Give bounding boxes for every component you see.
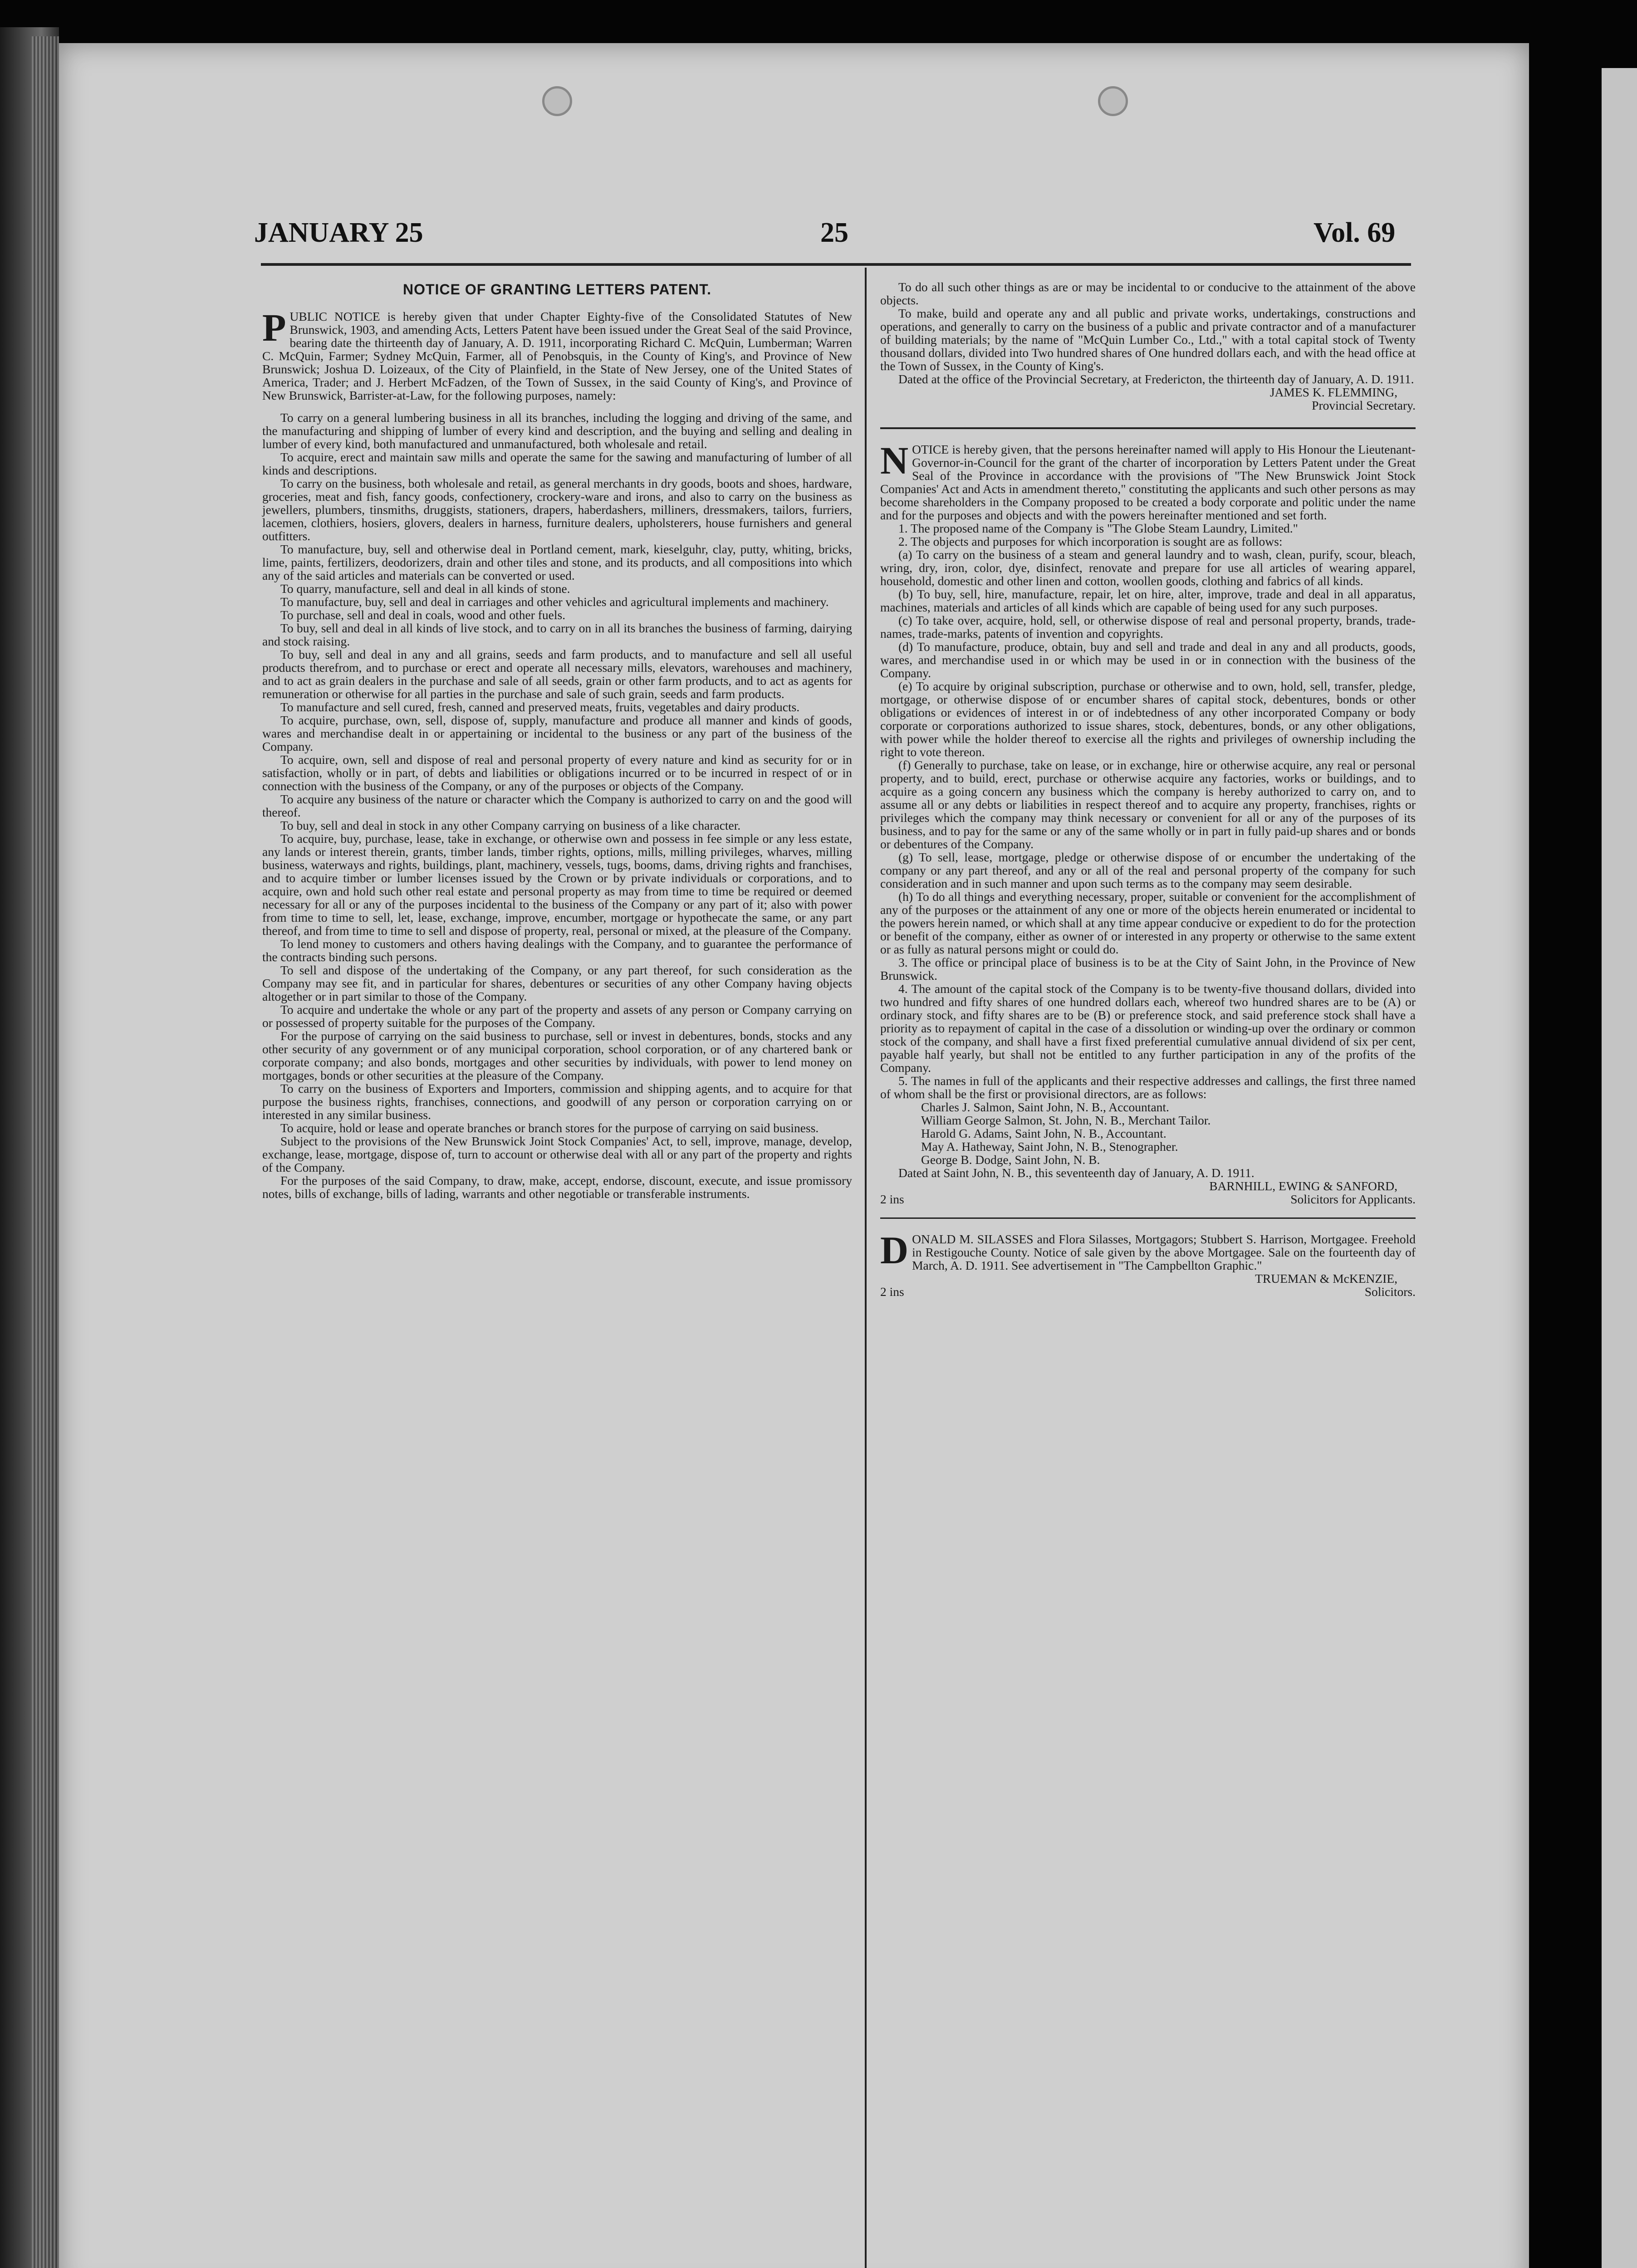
header-date: JANUARY 25: [254, 217, 423, 248]
letters-patent-intro: PUBLIC NOTICE is hereby given that under Chapter Eighty-five of the Consolidated Statutes of New Brunswick, 1903, and amending Acts, Letters Patent have been issued under the Great Seal of the said Province, bearing date the thirteenth day of January, A. D. 1911, incorporating Richard C. McQuin, Lumberman; Warren C. McQuin, Farmer; Sydney McQuin, Farmer, all of Penobsquis, in the County of King's, and Province of New Brunswick; Joshua D. Loizeaux, of the City of Plainfield, in the State of New Jersey, one of the United States of America, Trader; and J. Herbert McFadzen, of the Town of Sussex, in the said County of King's, and Province of New Brunswick, Barrister-at-Law, for the following purposes, namely:: [262, 306, 852, 402]
section-divider: [880, 1217, 1416, 1219]
laundry-signature: BARNHILL, EWING & SANFORD,: [1209, 1179, 1397, 1193]
dropcap-p: P: [262, 306, 286, 349]
purpose-paragraph: To manufacture, buy, sell and otherwise deal in Portland cement, mark, kieselguhr, clay, putty, whiting, bricks, lime, paints, fertilizers, deodorizers, drain and other tiles and stone, and its products, and all compositions into which any of the said articles and materials can be converted or used.: [262, 542, 852, 582]
mortgage-signature-title: Solicitors.: [1364, 1285, 1416, 1299]
purpose-paragraph: To acquire, hold or lease and operate branches or branch stores for the purpose of carrying on said business.: [280, 1121, 819, 1135]
mortgage-signature-row: [880, 1285, 1416, 1298]
laundry-paragraph: (h) To do all things and everything necessary, proper, suitable or convenient for the accomplishment of any of the purposes or the attainment of any one or more of the objects herein enumerated or incidental to the powers herein named, or which shall at any time appear conducive or expedient to do for the protection or benefit of the company, either as owner of or interested in any property or otherwise to the same extent or as fully as natural persons might or could do.: [880, 890, 1416, 956]
director-entry: Charles J. Salmon, Saint John, N. B., Accountant.: [921, 1100, 1169, 1114]
purpose-paragraph: To acquire, buy, purchase, lease, take in exchange, or otherwise own and possess in fee simple or any less estate, any lands or interest therein, grants, timber lands, timber rights, options, mills, milling privileges, wharves, milling business, waterways and rights, buildings, plant, machinery, vessels, tugs, booms, dams, driving rights and franchises, and to acquire timber or lumber licenses issued by the Crown or by private individuals or corporations, and to acquire, own and hold such other real estate and personal property as may from time to time be required or deemed necessary for all or any of the purposes incidental to the business of the Company or any part of it; also with power from time to time to sell, let, lease, exchange, improve, encumber, mortgage or hypothecate the same, or any part thereof, and from time to time to sell and dispose of property, real, personal or mixed, at the pleasure of the Company.: [262, 831, 852, 938]
purpose-paragraph: To manufacture and sell cured, fresh, canned and preserved meats, fruits, vegetables and dairy products.: [280, 700, 800, 714]
purpose-paragraph: To quarry, manufacture, sell and deal in all kinds of stone.: [280, 582, 570, 596]
laundry-paragraph: 5. The names in full of the applicants and their respective addresses and callings, the first three named of whom shall be the first or provisional directors, are as follows:: [880, 1074, 1416, 1101]
purpose-paragraph: To acquire and undertake the whole or any part of the property and assets of any person or Company carrying on or possessed of property suitable for the purposes of the Company.: [262, 1002, 852, 1030]
director-entry: May A. Hatheway, Saint John, N. B., Stenographer.: [921, 1139, 1178, 1154]
dropcap-n: N: [880, 439, 909, 482]
laundry-paragraph: 2. The objects and purposes for which incorporation is sought are as follows:: [898, 534, 1283, 548]
dropcap-d: D: [880, 1228, 909, 1272]
letters-patent-dated: Dated at the office of the Provincial Secretary, at Fredericton, the thirteenth day of January, A. D. 1911.: [898, 372, 1414, 386]
column-divider: [865, 268, 867, 2268]
section-divider: [880, 427, 1416, 429]
purpose-paragraph: To lend money to customers and others having dealings with the Company, and to guarantee the performance of the contracts binding such persons.: [262, 937, 852, 964]
laundry-paragraph: (c) To take over, acquire, hold, sell, or otherwise dispose of real and personal property, brands, trade-names, trade-marks, patents of invention and copyrights.: [880, 613, 1416, 640]
header-rule: [261, 263, 1411, 266]
page-edges: [32, 36, 59, 2268]
laundry-insertions: 2 ins: [880, 1192, 904, 1206]
purpose-paragraph: Subject to the provisions of the New Brunswick Joint Stock Companies' Act, to sell, improve, manage, develop, exchange, lease, mortgage, dispose of, turn to account or otherwise deal with all or any part of the property and rights of the Company.: [262, 1134, 852, 1174]
binding-hole-left: [542, 86, 572, 116]
notice-title: NOTICE OF GRANTING LETTERS PATENT.: [403, 281, 711, 298]
letters-patent-signature-title: Provincial Secretary.: [1312, 398, 1416, 412]
purpose-paragraph: To buy, sell and deal in stock in any other Company carrying on business of a like character.: [280, 818, 741, 832]
laundry-paragraph: (g) To sell, lease, mortgage, pledge or otherwise dispose of or encumber the undertaking of the company or any part thereof, and any or all of the real and personal property of the company for such consideration and in such manner and upon such terms as to the company may seem desirable.: [880, 850, 1416, 890]
purpose-paragraph: To purchase, sell and deal in coals, wood and other fuels.: [280, 608, 566, 622]
header-volume: Vol. 69: [1314, 217, 1396, 248]
purpose-paragraph: To carry on a general lumbering business in all its branches, including the logging and driving of the same, and the manufacturing and shipping of lumber of every kind and description, and the buying and selling and dealing in lumber of every kind, both manufactured and unmanufactured, both wholesale and retail.: [262, 411, 852, 451]
purpose-paragraph: To manufacture, buy, sell and deal in carriages and other vehicles and agricultural implements and machinery.: [280, 595, 829, 609]
laundry-paragraph: (f) Generally to purchase, take on lease, or in exchange, hire or otherwise acquire, any real or personal property, and to build, erect, purchase or otherwise acquire any factories, works or buildings, and to acquire as a going concern any business which the company is hereby authorized to carry on, and to assume all or any debts or liabilities in respect thereof and to acquire any property, franchises, rights or privileges which the company may think necessary or convenient for all or any of the purposes of its business, and to pay for the same or any of the same wholly or in part in fully paid-up shares and or bonds or debentures of the Company.: [880, 758, 1416, 851]
mortgage-insertions: 2 ins: [880, 1285, 904, 1299]
purpose-paragraph: To carry on the business of Exporters and Importers, commission and shipping agents, and to acquire for that purpose the business rights, franchises, connections, and goodwill of any person or corporation carrying on or interested in any similar business.: [262, 1081, 852, 1122]
purpose-paragraph: To acquire, erect and maintain saw mills and operate the same for the sawing and manufacturing of lumber of all kinds and descriptions.: [262, 450, 852, 477]
mortgage-sale-notice: DONALD M. SILASSES and Flora Silasses, Mortgagors; Stubbert S. Harrison, Mortgagee. Freehold in Restigouche County. Notice of sale given by the above Mortgagee. Sale on the fourteenth day of March, A. D. 1911. See advertisement in "The Campbellton Graphic.": [880, 1228, 1416, 1272]
director-entry: Harold G. Adams, Saint John, N. B., Accountant.: [921, 1126, 1166, 1140]
director-entry: George B. Dodge, Saint John, N. B.: [921, 1153, 1100, 1167]
laundry-paragraph: (a) To carry on the business of a steam and general laundry and to wash, clean, purify, scour, bleach, wring, dry, iron, color, dye, disinfect, renovate and prepare for use all articles of wearing apparel, household, domestic and other linen and cotton, woollen goods, clothing and fabrics of all kinds.: [880, 547, 1416, 588]
mortgage-signature: TRUEMAN & McKENZIE,: [1255, 1271, 1397, 1286]
laundry-dated: Dated at Saint John, N. B., this seventeenth day of January, A. D. 1911.: [898, 1166, 1255, 1180]
binding-hole-right: [1098, 86, 1128, 116]
purpose-paragraph: To do all such other things as are or may be incidental to or conducive to the attainment of the above objects.: [880, 280, 1416, 307]
purpose-paragraph: To sell and dispose of the undertaking of the Company, or any part thereof, for such consideration as the Company may see fit, and in particular for shares, debentures or securities of any other Company having objects altogether or in part similar to those of the Company.: [262, 963, 852, 1003]
purpose-paragraph: To acquire any business of the nature or character which the Company is authorized to carry on and the good will thereof.: [262, 792, 852, 819]
letters-patent-signature: JAMES K. FLEMMING,: [1269, 385, 1397, 399]
right-column: [880, 280, 1416, 1298]
laundry-paragraph: 1. The proposed name of the Company is "The Globe Steam Laundry, Limited.": [898, 521, 1298, 535]
purpose-paragraph: For the purpose of carrying on the said business to purchase, sell or invest in debentures, bonds, stocks and any other security of any government or of any municipal corporation, school corporation, or of any chartered bank or corporate company; and also bonds, mortgages and other securities by individuals, with power to lend money on mortgages, bonds or other securities at the pleasure of the Company.: [262, 1029, 852, 1082]
purpose-paragraph: To make, build and operate any and all public and private works, undertakings, constructions and operations, and generally to carry on the business of a public and private contractor and of a manufacturer of building materials; by the name of "McQuin Lumber Co., Ltd.," with a total capital stock of Twenty thousand dollars, divided into Two hundred shares of One hundred dollars each, and with the head office at the Town of Sussex, in the County of King's.: [880, 306, 1416, 373]
laundry-paragraph: (b) To buy, sell, hire, manufacture, repair, let on hire, alter, improve, trade and deal in all apparatus, machines, materials and articles of all kinds which are capable of being used for any such purposes.: [880, 587, 1416, 614]
next-page-edge: [1602, 68, 1637, 2268]
globe-laundry-intro: NOTICE is hereby given, that the persons hereinafter named will apply to His Honour the Lieutenant-Governor-in-Council for the grant of the charter of incorporation by Letters Patent under the Great Seal of the Province in accordance with the provisions of "The New Brunswick Joint Stock Companies' Act and Acts in amendment thereto," constituting the applicants and such other persons as may become shareholders in the Company proposed to be created a body corporate and politic under the name and for the purposes and objects and with the powers hereinafter mentioned and set forth.: [880, 439, 1416, 522]
purpose-paragraph: To buy, sell and deal in all kinds of live stock, and to carry on in all its branches the business of farming, dairying and stock raising.: [262, 621, 852, 648]
purpose-paragraph: To buy, sell and deal in any and all grains, seeds and farm products, and to manufacture and sell all useful products therefrom, and to purchase or erect and operate all necessary mills, elevators, warehouses and machinery, and to act as grain dealers in the purchase and sale of all seeds, grain or other farm products, and to act as agents for remuneration or otherwise for all parties in the purchase and sale of such grain, seeds and farm products.: [262, 647, 852, 701]
purpose-paragraph: To carry on the business, both wholesale and retail, as general merchants in dry goods, boots and shoes, hardware, groceries, meat and fish, fancy goods, confectionery, crockery-ware and irons, and also to carry on the business as jewellers, plumbers, tinsmiths, druggists, stationers, drapers, haberdashers, milliners, dressmakers, tailors, furriers, lacemen, clothiers, hosiers, glovers, dealers in harness, furniture dealers, upholsterers, house furnishers and general outfitters.: [262, 476, 852, 543]
director-entry: William George Salmon, St. John, N. B., Merchant Tailor.: [921, 1113, 1211, 1127]
header-page-number: 25: [820, 217, 848, 248]
left-column: [262, 280, 852, 1200]
laundry-signature-title: Solicitors for Applicants.: [1290, 1192, 1416, 1206]
laundry-paragraph: (e) To acquire by original subscription, purchase or otherwise and to own, hold, sell, transfer, pledge, mortgage, or otherwise dispose of or encumber shares of capital stock, debentures, bonds or other obligations or evidences of interest in or of indebtedness of any other incorporated Company or body corporate or corporations authorized to issue shares, stock, debentures, bonds, or any other obligations, with power while the holder thereof to exercise all the rights and privileges of ownership including the right to vote thereon.: [880, 679, 1416, 759]
laundry-paragraph: 3. The office or principal place of business is to be at the City of Saint John, in the Province of New Brunswick.: [880, 955, 1416, 982]
laundry-signature-row: [880, 1193, 1416, 1206]
laundry-paragraph: 4. The amount of the capital stock of the Company is to be twenty-five thousand dollars, divided into two hundred and fifty shares of one hundred dollars each, whereof two hundred shares are to be (A) or ordinary stock, and fifty shares are to be (B) or preference stock, and said preference stock shall have a priority as to repayment of capital in the case of a dissolution or winding-up over the ordinary or common stock of the company, and shall have a first fixed preferential cumulative annual dividend of six per cent, payable half yearly, but shall not be entitled to any further participation in any of the profits of the Company.: [880, 982, 1416, 1075]
purpose-paragraph: To acquire, own, sell and dispose of real and personal property of every nature and kind as security for or in satisfaction, wholly or in part, of debts and liabilities or obligations incurred or to be incurred in respect of or in connection with the business of the Company, or any of the purposes or objects of the Company.: [262, 753, 852, 793]
purpose-paragraph: To acquire, purchase, own, sell, dispose of, supply, manufacture and produce all manner and kinds of goods, wares and merchandise dealt in or appertaining or incidental to the business or any part of the business of the Company.: [262, 713, 852, 753]
laundry-paragraph: (d) To manufacture, produce, obtain, buy and sell and trade and deal in any and all products, goods, wares, and merchandise used in or which may be used in or in connection with the business of the Company.: [880, 640, 1416, 680]
purpose-paragraph: For the purposes of the said Company, to draw, make, accept, endorse, discount, execute, and issue promissory notes, bills of exchange, bills of lading, warrants and other negotiable or transferable instruments.: [262, 1173, 852, 1201]
